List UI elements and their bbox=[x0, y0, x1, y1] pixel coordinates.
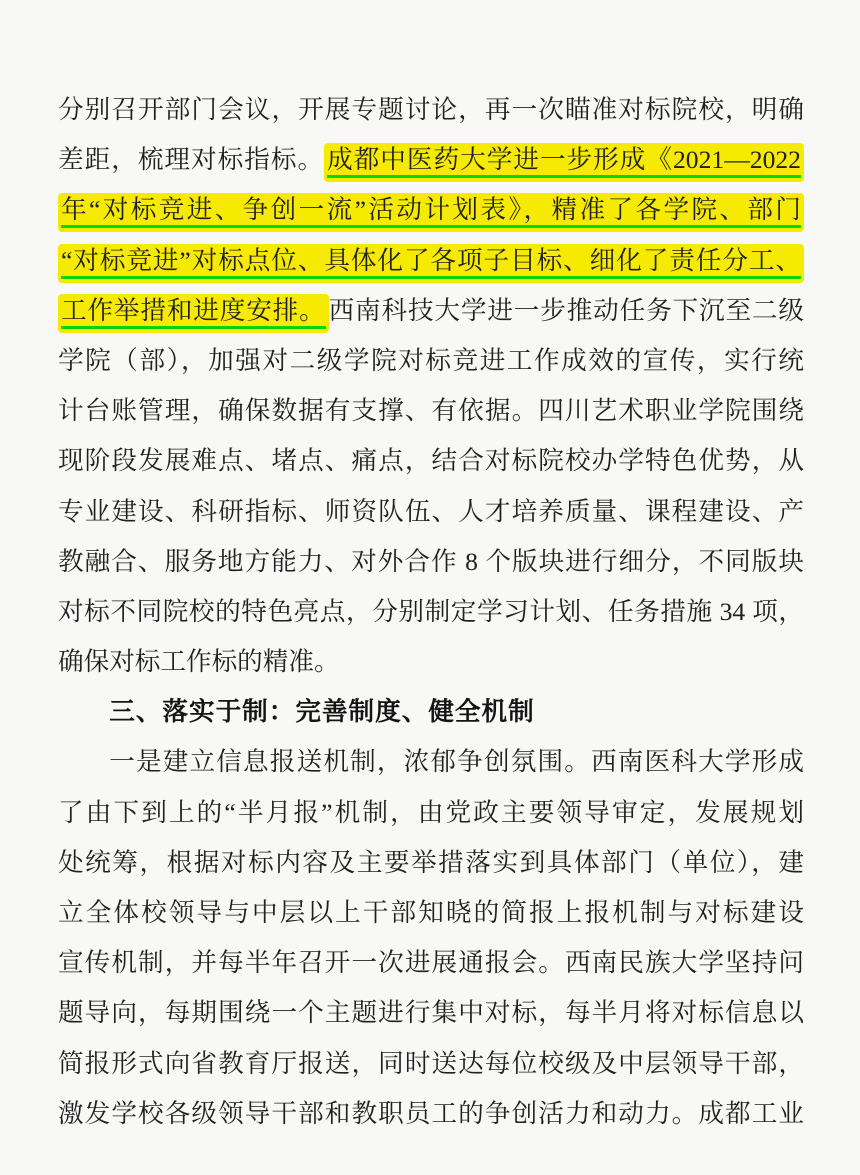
text-line bbox=[58, 386, 804, 436]
body-text: 学院（部），加强对二级学院对标竞进工作成效的宣传，实行统 bbox=[58, 345, 804, 375]
body-text: 处统筹，根据对标内容及主要举措落实到具体部门（单位），建 bbox=[58, 847, 804, 877]
text-line bbox=[58, 537, 804, 587]
text-line bbox=[58, 938, 804, 988]
text-line bbox=[58, 587, 804, 637]
text-line bbox=[58, 637, 804, 687]
text-line bbox=[58, 988, 804, 1038]
body-text: 差距，梳理对标指标。 bbox=[58, 145, 325, 175]
body-text: 激发学校各级领导干部和教职员工的争创活力和动力。成都工业 bbox=[58, 1098, 804, 1128]
text-line bbox=[58, 737, 804, 787]
body-text: 一是建立信息报送机制，浓郁争创氛围。西南医科大学形成 bbox=[109, 747, 804, 777]
body-text: 西南科技大学进一步推动任务下沉至二级 bbox=[328, 295, 804, 325]
document-page bbox=[58, 85, 804, 1139]
highlighted-text bbox=[58, 294, 329, 333]
body-text: 对标不同院校的特色亮点，分别制定学习计划、任务措施 34 项， bbox=[58, 596, 804, 626]
body-text: 工作举措和进度安排。 bbox=[61, 296, 326, 329]
body-text: 宣传机制，并每半年召开一次进展通报会。西南民族大学坚持问 bbox=[58, 948, 804, 978]
text-line bbox=[58, 1089, 804, 1139]
body-text: 立全体校领导与中层以上干部知晓的简报上报机制与对标建设 bbox=[58, 898, 804, 927]
text-line bbox=[58, 888, 804, 938]
highlighted-text bbox=[324, 143, 804, 182]
heading-text: 三、落实于制：完善制度、健全机制 bbox=[109, 698, 535, 727]
highlighted-text bbox=[58, 244, 804, 283]
body-text: 成都中医药大学进一步形成《2021—2022 bbox=[327, 145, 801, 178]
text-line bbox=[58, 336, 804, 386]
body-text: 年“对标竞进、争创一流”活动计划表》，精准了各学院、部门 bbox=[61, 195, 801, 228]
text-line bbox=[58, 436, 804, 486]
section-heading bbox=[58, 687, 804, 737]
body-text: “对标竞进”对标点位、具体化了各项子目标、细化了责任分工、 bbox=[61, 246, 801, 279]
body-text: 计台账管理，确保数据有支撑、有依据。四川艺术职业学院围绕 bbox=[58, 396, 804, 426]
text-line bbox=[58, 185, 804, 235]
body-text: 专业建设、科研指标、师资队伍、人才培养质量、课程建设、产 bbox=[58, 496, 804, 526]
text-line bbox=[58, 85, 804, 135]
body-text: 教融合、服务地方能力、对外合作 8 个版块进行细分，不同版块 bbox=[58, 546, 804, 576]
highlighted-text bbox=[58, 193, 804, 232]
body-text: 了由下到上的“半月报”机制，由党政主要领导审定，发展规划 bbox=[58, 797, 804, 827]
text-line bbox=[58, 236, 804, 286]
body-text: 分别召开部门会议，开展专题讨论，再一次瞄准对标院校，明确 bbox=[58, 95, 804, 124]
body-text: 简报形式向省教育厅报送，同时送达每位校级及中层领导干部， bbox=[58, 1048, 804, 1078]
text-line bbox=[58, 286, 804, 336]
body-text: 确保对标工作标的精准。 bbox=[58, 647, 340, 677]
text-line bbox=[58, 788, 804, 838]
text-line bbox=[58, 487, 804, 537]
body-text: 题导向，每期围绕一个主题进行集中对标，每半月将对标信息以 bbox=[58, 998, 804, 1028]
body-text: 现阶段发展难点、堵点、痛点，结合对标院校办学特色优势，从 bbox=[58, 446, 804, 476]
text-line bbox=[58, 1039, 804, 1089]
text-line bbox=[58, 838, 804, 888]
text-line bbox=[58, 135, 804, 185]
